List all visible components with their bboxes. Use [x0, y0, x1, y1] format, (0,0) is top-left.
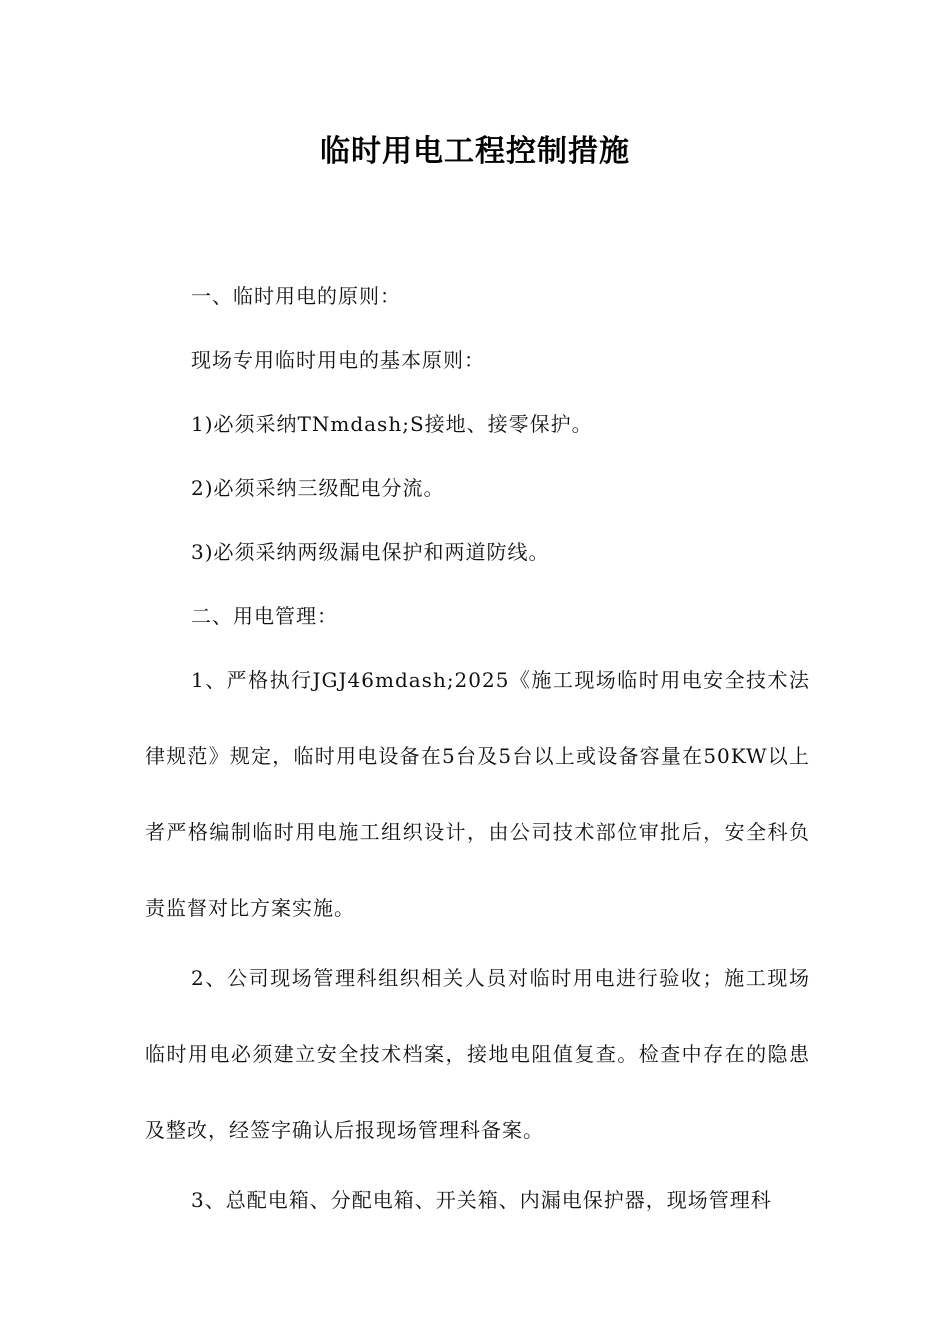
document-body: [145, 264, 810, 1238]
paragraph-management-3: 3、总配电箱、分配电箱、开关箱、内漏电保护器，现场管理科: [191, 1188, 772, 1212]
list-item-2: 2)必须采纳三级配电分流。: [191, 476, 445, 500]
paragraph-management-1: 1、严格执行JGJ46mdash;2025《施工现场临时用电安全技术法律规范》规定，临时用电设备在5台及5台以上或设备容量在50KW以上者严格编制临时用电施工组织设计，由公司技术部位审批后，安全科负责监督对比方案实施。: [145, 668, 810, 920]
document-title: 临时用电工程控制措施: [320, 134, 630, 169]
list-item-3: 3)必须采纳两级漏电保护和两道防线。: [191, 540, 550, 564]
paragraph-principles-intro: 现场专用临时用电的基本原则：: [191, 348, 485, 372]
paragraph-management-2: 2、公司现场管理科组织相关人员对临时用电进行验收；施工现场临时用电必须建立安全技术档案，接地电阻值复查。检查中存在的隐患及整改，经签字确认后报现场管理科备案。: [145, 966, 810, 1142]
section-heading-1: 一、临时用电的原则：: [191, 284, 401, 308]
list-item-1: 1)必须采纳TNmdash;S接地、接零保护。: [191, 412, 593, 436]
section-heading-2: 二、用电管理：: [191, 604, 338, 628]
